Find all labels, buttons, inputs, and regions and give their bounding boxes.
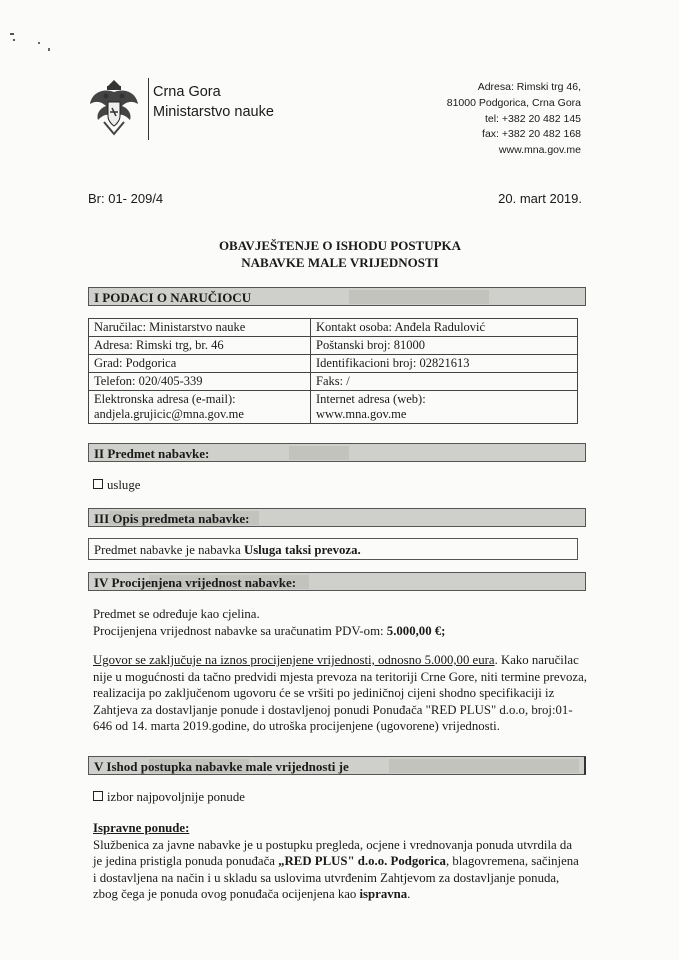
address-line2: 81000 Podgorica, Crna Gora <box>446 96 581 109</box>
website: www.mna.gov.me <box>498 144 581 157</box>
section-heading-1 <box>88 287 586 306</box>
value-block <box>93 606 445 639</box>
table-cell: Naručilac: Ministarstvo nauke <box>89 319 311 337</box>
service-option-label: usluge <box>107 478 141 492</box>
bidder-name: „RED PLUS" d.o.o. Podgorica <box>278 854 446 868</box>
purchaser-table <box>88 318 578 424</box>
para-line: i dostavljena na način i u skladu sa uslovima utvrđenim Zahtjevom za dostavljanje ponuda, <box>93 870 560 885</box>
para-line: realizacija po zaključenom ugovoru će se vršiti po jediničnoj cijeni shodno specifikaciji iz <box>93 686 555 700</box>
para-line: Zahtjeva za dostavljanje ponude i dostavljenoj ponudi Ponuđača "RED PLUS" d.o.o, broj:01- <box>93 702 573 717</box>
para-l1-rest: . Kako naručilac <box>494 653 579 667</box>
subject-bold: Usluga taksi prevoza. <box>243 543 361 557</box>
para-l4-a: zbog čega je ponuda ovog ponuđača ocijenjena kao <box>93 887 360 901</box>
valid-offers-block <box>93 820 593 903</box>
value-line1: Predmet se određuje kao cjelina. <box>93 607 260 621</box>
email-value: andjela.grujicic@mna.gov.me <box>94 407 244 421</box>
contact-block <box>447 80 581 159</box>
section5-heading-text: V Ishod postupka nabavke male vrijednosti je <box>94 759 349 774</box>
table-cell: Identifikacioni broj: 02821613 <box>311 355 578 373</box>
phone: tel: +382 20 482 145 <box>484 112 581 125</box>
service-option <box>93 477 140 494</box>
table-cell <box>89 391 311 424</box>
address-line1: Adresa: Rimski trg 46, <box>477 81 581 93</box>
web-label: Internet adresa (web): <box>316 392 426 406</box>
table-row <box>89 391 578 424</box>
scan-speck <box>13 39 15 41</box>
estimated-value: 5.000,00 €; <box>386 623 446 638</box>
table-row <box>89 355 578 373</box>
table-cell: Grad: Podgorica <box>89 355 311 373</box>
section3-heading-text: III Opis predmeta nabavke: <box>94 511 250 526</box>
fax: fax: +382 20 482 168 <box>482 128 581 141</box>
outcome-option <box>93 789 245 806</box>
section-heading-3 <box>88 508 586 527</box>
org-country: Crna Gora <box>153 84 221 100</box>
valid-offers-heading: Ispravne ponude: <box>93 821 190 835</box>
title-line1: OBAVJEŠTENJE O ISHODU POSTUPKA <box>218 238 462 253</box>
table-cell: Poštanski broj: 81000 <box>311 337 578 355</box>
para-line <box>93 853 593 870</box>
scan-speck <box>48 48 50 51</box>
document-date: 20. mart 2019. <box>498 191 582 206</box>
subject-prefix: Predmet nabavke je nabavka <box>94 543 244 557</box>
org-ministry: Ministarstvo nauke <box>153 104 274 120</box>
checkbox-icon <box>93 791 103 801</box>
table-cell: Faks: / <box>311 373 578 391</box>
table-cell <box>311 391 578 424</box>
section4-heading-text: IV Procijenjena vrijednost nabavke: <box>94 575 297 590</box>
table-row <box>89 319 578 337</box>
para-line: nije u mogućnosti da tačno predvidi mjesta prevoza na teritoriji Crne Gore, niti termine prevoza, <box>93 669 587 684</box>
section2-heading-text: II Predmet nabavke: <box>94 446 210 461</box>
para-l2-c: , blagovremena, sačinjena <box>445 854 579 868</box>
reference-number: Br: 01- 209/4 <box>88 191 164 206</box>
outcome-option-label: izbor najpovoljnije ponude <box>107 790 245 804</box>
title-line2: NABAVKE MALE VRIJEDNOSTI <box>241 255 439 270</box>
table-cell: Kontakt osoba: Anđela Radulović <box>311 319 578 337</box>
value-line2-prefix: Procijenjena vrijednost nabavke sa uračunatim PDV-om: <box>93 623 387 638</box>
para-line: 646 od 14. marta 2019.godine, do utroška procijenjene (ugovorene) vrijednosti. <box>93 719 500 733</box>
web-value: www.mna.gov.me <box>316 407 407 421</box>
table-row <box>89 373 578 391</box>
checkbox-icon <box>93 479 103 489</box>
section1-heading-text: I PODACI O NARUČIOCU <box>94 290 252 305</box>
para-line: Službenica za javne nabavke je u postupku pregleda, ocjene i vrednovanja ponuda utvrdila da <box>93 837 572 852</box>
para-line <box>93 652 593 669</box>
para-l2-a: je jedina pristigla ponuda ponuđača <box>93 854 279 868</box>
table-cell: Telefon: 020/405-339 <box>89 373 311 391</box>
scan-speck <box>38 42 40 44</box>
table-row <box>89 337 578 355</box>
para-l4-c: . <box>407 887 411 901</box>
subject-description-box <box>88 538 578 560</box>
contract-paragraph <box>93 652 593 735</box>
email-label: Elektronska adresa (e-mail): <box>94 392 236 406</box>
letterhead-divider <box>148 78 149 140</box>
valid-word: ispravna <box>359 887 408 901</box>
contract-underlined: Ugovor se zaključuje na iznos procijenjene vrijednosti, odnosno 5.000,00 eura <box>93 653 495 667</box>
section-heading-5 <box>88 756 586 775</box>
section-heading-2 <box>88 443 586 462</box>
coat-of-arms-emblem <box>86 78 142 138</box>
scan-speck <box>10 33 14 35</box>
value-line2 <box>93 623 445 640</box>
table-cell: Adresa: Rimski trg, br. 46 <box>89 337 311 355</box>
section-heading-4 <box>88 572 586 591</box>
para-line <box>93 886 593 903</box>
